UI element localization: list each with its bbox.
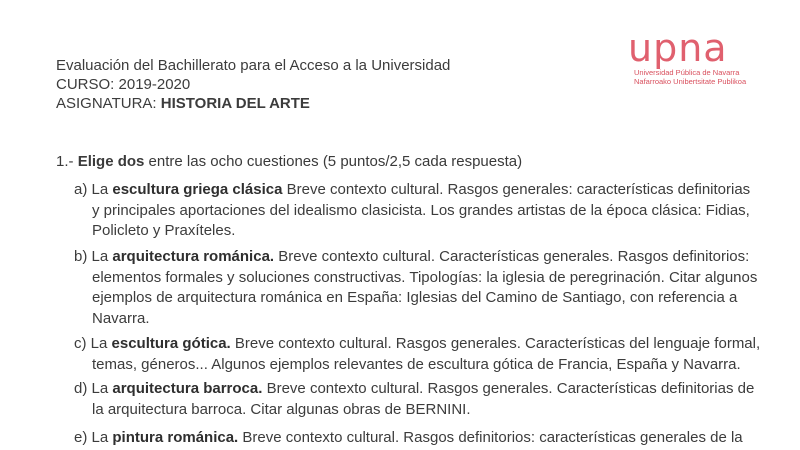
item-letter: e) La <box>74 429 113 446</box>
question-number: 1.- <box>56 153 78 170</box>
item-text-line: Policleto y Praxíteles. <box>92 222 236 239</box>
item-text: Breve contexto cultural. Características generales. Rasgos definitorios: <box>274 248 750 265</box>
course-year: CURSO: 2019-2020 <box>56 76 191 93</box>
question-item-d <box>74 379 754 420</box>
question-item-c <box>74 334 761 375</box>
question-heading <box>56 152 522 172</box>
item-topic: arquitectura románica. <box>112 248 275 265</box>
item-text: Breve contexto cultural. Rasgos generales. Características del lenguaje formal, <box>230 335 761 352</box>
item-letter: c) La <box>74 335 112 352</box>
item-text-line: y principales aportaciones del idealismo clasicista. Los grandes artistas de la época clásica: Fidias, <box>92 201 750 219</box>
item-text-line: elementos formales y soluciones constructivas. Tipologías: la iglesia de peregrinación. Citar algunos <box>92 268 758 286</box>
item-letter: b) La <box>74 248 113 265</box>
item-topic: arquitectura barroca. <box>112 380 263 397</box>
question-item-a <box>74 180 754 242</box>
item-text: Breve contexto cultural. Rasgos definitorios: características generales de la <box>238 429 743 446</box>
subject-name: HISTORIA DEL ARTE <box>160 95 310 112</box>
question-item-e <box>74 428 754 449</box>
question-instruction-bold: Elige dos <box>77 153 145 170</box>
item-topic: escultura gótica. <box>111 335 231 352</box>
item-topic: pintura románica. <box>112 429 239 446</box>
document-header <box>56 56 450 113</box>
item-text-line: ejemplos de arquitectura románica en España: Iglesias del Camino de Santiago, con referencia a <box>92 289 738 306</box>
item-letter: d) La <box>74 380 113 397</box>
logo-wordmark: upna <box>628 26 728 70</box>
logo-subtitle-es: Universidad Pública de Navarra <box>634 68 740 77</box>
question-instruction: entre las ocho cuestiones (5 puntos/2,5 cada respuesta) <box>144 153 523 170</box>
item-text-line: la arquitectura barroca. Citar algunas obras de BERNINI. <box>92 400 471 418</box>
question-item-b <box>74 247 758 329</box>
item-letter: a) La <box>74 181 113 198</box>
item-text-line: Navarra. <box>92 309 150 327</box>
exam-title: Evaluación del Bachillerato para el Acceso a la Universidad <box>56 57 451 74</box>
item-topic: escultura griega clásica <box>112 181 283 198</box>
logo-subtitle-eu: Nafarroako Unibertsitate Publikoa <box>634 77 747 86</box>
item-text: Breve contexto cultural. Rasgos generales: características definitorias <box>282 181 751 198</box>
upna-logo <box>628 28 758 86</box>
subject-prefix: ASIGNATURA: <box>56 95 161 112</box>
item-text-line: temas, géneros... Algunos ejemplos relevantes de escultura gótica de Francia, España y Navarra. <box>92 355 741 373</box>
item-text: Breve contexto cultural. Rasgos generales. Características definitorias de <box>262 380 755 397</box>
subject-line <box>56 94 450 113</box>
